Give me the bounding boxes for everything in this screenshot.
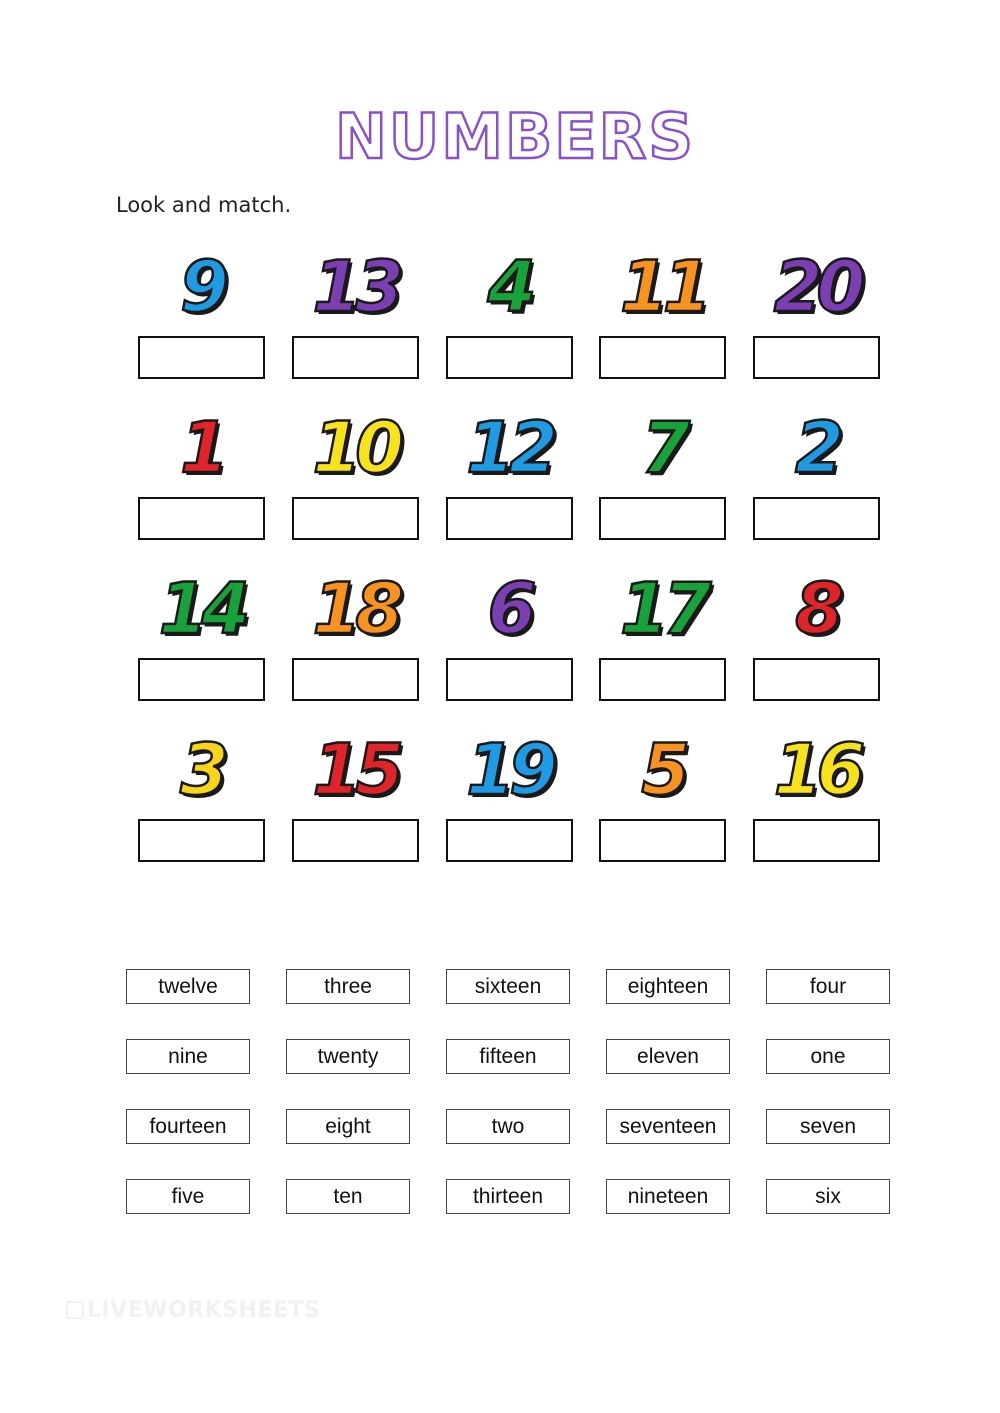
number-figure: 2 — [795, 407, 838, 489]
number-figure: 10 — [312, 407, 398, 489]
answer-box[interactable] — [599, 819, 726, 862]
answer-box[interactable] — [753, 658, 880, 701]
word-chip[interactable]: two — [446, 1109, 570, 1144]
number-cell — [599, 245, 726, 406]
number-cell — [753, 567, 880, 728]
answer-box[interactable] — [292, 658, 419, 701]
word-chip[interactable]: eleven — [606, 1039, 730, 1074]
number-cell — [446, 406, 573, 567]
answer-box[interactable] — [138, 658, 265, 701]
number-cell — [292, 728, 419, 889]
word-chip[interactable]: ten — [286, 1179, 410, 1214]
liveworksheets-logo-icon — [66, 1301, 84, 1319]
word-chip[interactable]: twelve — [126, 969, 250, 1004]
number-cell — [292, 245, 419, 406]
number-figure: 19 — [466, 729, 552, 811]
word-chip[interactable]: nineteen — [606, 1179, 730, 1214]
number-cell — [292, 567, 419, 728]
answer-box[interactable] — [753, 336, 880, 379]
answer-box[interactable] — [599, 497, 726, 540]
word-chip[interactable]: sixteen — [446, 969, 570, 1004]
number-figure: 15 — [312, 729, 398, 811]
number-figure: 5 — [641, 729, 685, 811]
number-cell — [138, 245, 265, 406]
number-cell — [753, 728, 880, 889]
number-figure: 14 — [158, 568, 245, 650]
number-cell — [446, 567, 573, 728]
number-figure: 7 — [641, 407, 685, 489]
number-cell — [599, 406, 726, 567]
word-chip[interactable]: four — [766, 969, 890, 1004]
number-figure: 6 — [487, 568, 531, 650]
number-cell — [446, 245, 573, 406]
word-chip[interactable]: eighteen — [606, 969, 730, 1004]
word-chip[interactable]: eight — [286, 1109, 410, 1144]
number-cell — [138, 406, 265, 567]
answer-box[interactable] — [446, 658, 573, 701]
answer-box[interactable] — [138, 336, 265, 379]
word-chip[interactable]: three — [286, 969, 410, 1004]
answer-box[interactable] — [446, 819, 573, 862]
watermark — [66, 1298, 320, 1323]
word-chip[interactable]: thirteen — [446, 1179, 570, 1214]
number-figure: 17 — [620, 568, 706, 650]
number-cell — [753, 406, 880, 567]
watermark-text: LIVEWORKSHEETS — [87, 1298, 321, 1323]
number-grid — [138, 245, 880, 889]
number-cell — [446, 728, 573, 889]
answer-box[interactable] — [446, 336, 573, 379]
word-chip[interactable]: one — [766, 1039, 890, 1074]
word-chip[interactable]: seven — [766, 1109, 890, 1144]
number-figure: 8 — [795, 568, 838, 650]
answer-box[interactable] — [138, 819, 265, 862]
number-figure: 13 — [312, 246, 398, 328]
number-figure: 11 — [620, 246, 706, 328]
instruction-text: Look and match. — [116, 193, 292, 217]
answer-box[interactable] — [292, 819, 419, 862]
answer-box[interactable] — [599, 658, 726, 701]
word-chip[interactable]: five — [126, 1179, 250, 1214]
number-figure: 18 — [312, 568, 398, 650]
word-chip[interactable]: six — [766, 1179, 890, 1214]
number-figure: 4 — [487, 246, 531, 328]
number-figure: 3 — [180, 729, 223, 811]
word-chip[interactable]: seventeen — [606, 1109, 730, 1144]
answer-box[interactable] — [292, 336, 419, 379]
number-figure: 16 — [773, 729, 860, 811]
answer-box[interactable] — [753, 819, 880, 862]
number-cell — [753, 245, 880, 406]
word-chip[interactable]: fourteen — [126, 1109, 250, 1144]
answer-box[interactable] — [753, 497, 880, 540]
word-chip[interactable]: nine — [126, 1039, 250, 1074]
word-bank — [126, 969, 890, 1249]
answer-box[interactable] — [292, 497, 419, 540]
number-figure: 9 — [180, 246, 223, 328]
number-figure: 1 — [180, 407, 223, 489]
number-cell — [138, 567, 265, 728]
number-cell — [138, 728, 265, 889]
word-chip[interactable]: twenty — [286, 1039, 410, 1074]
number-cell — [599, 567, 726, 728]
number-cell — [599, 728, 726, 889]
answer-box[interactable] — [599, 336, 726, 379]
answer-box[interactable] — [446, 497, 573, 540]
number-cell — [292, 406, 419, 567]
answer-box[interactable] — [138, 497, 265, 540]
word-chip[interactable]: fifteen — [446, 1039, 570, 1074]
number-figure: 20 — [773, 246, 860, 328]
number-figure: 12 — [466, 407, 552, 489]
page-title: NUMBERS — [335, 100, 695, 173]
